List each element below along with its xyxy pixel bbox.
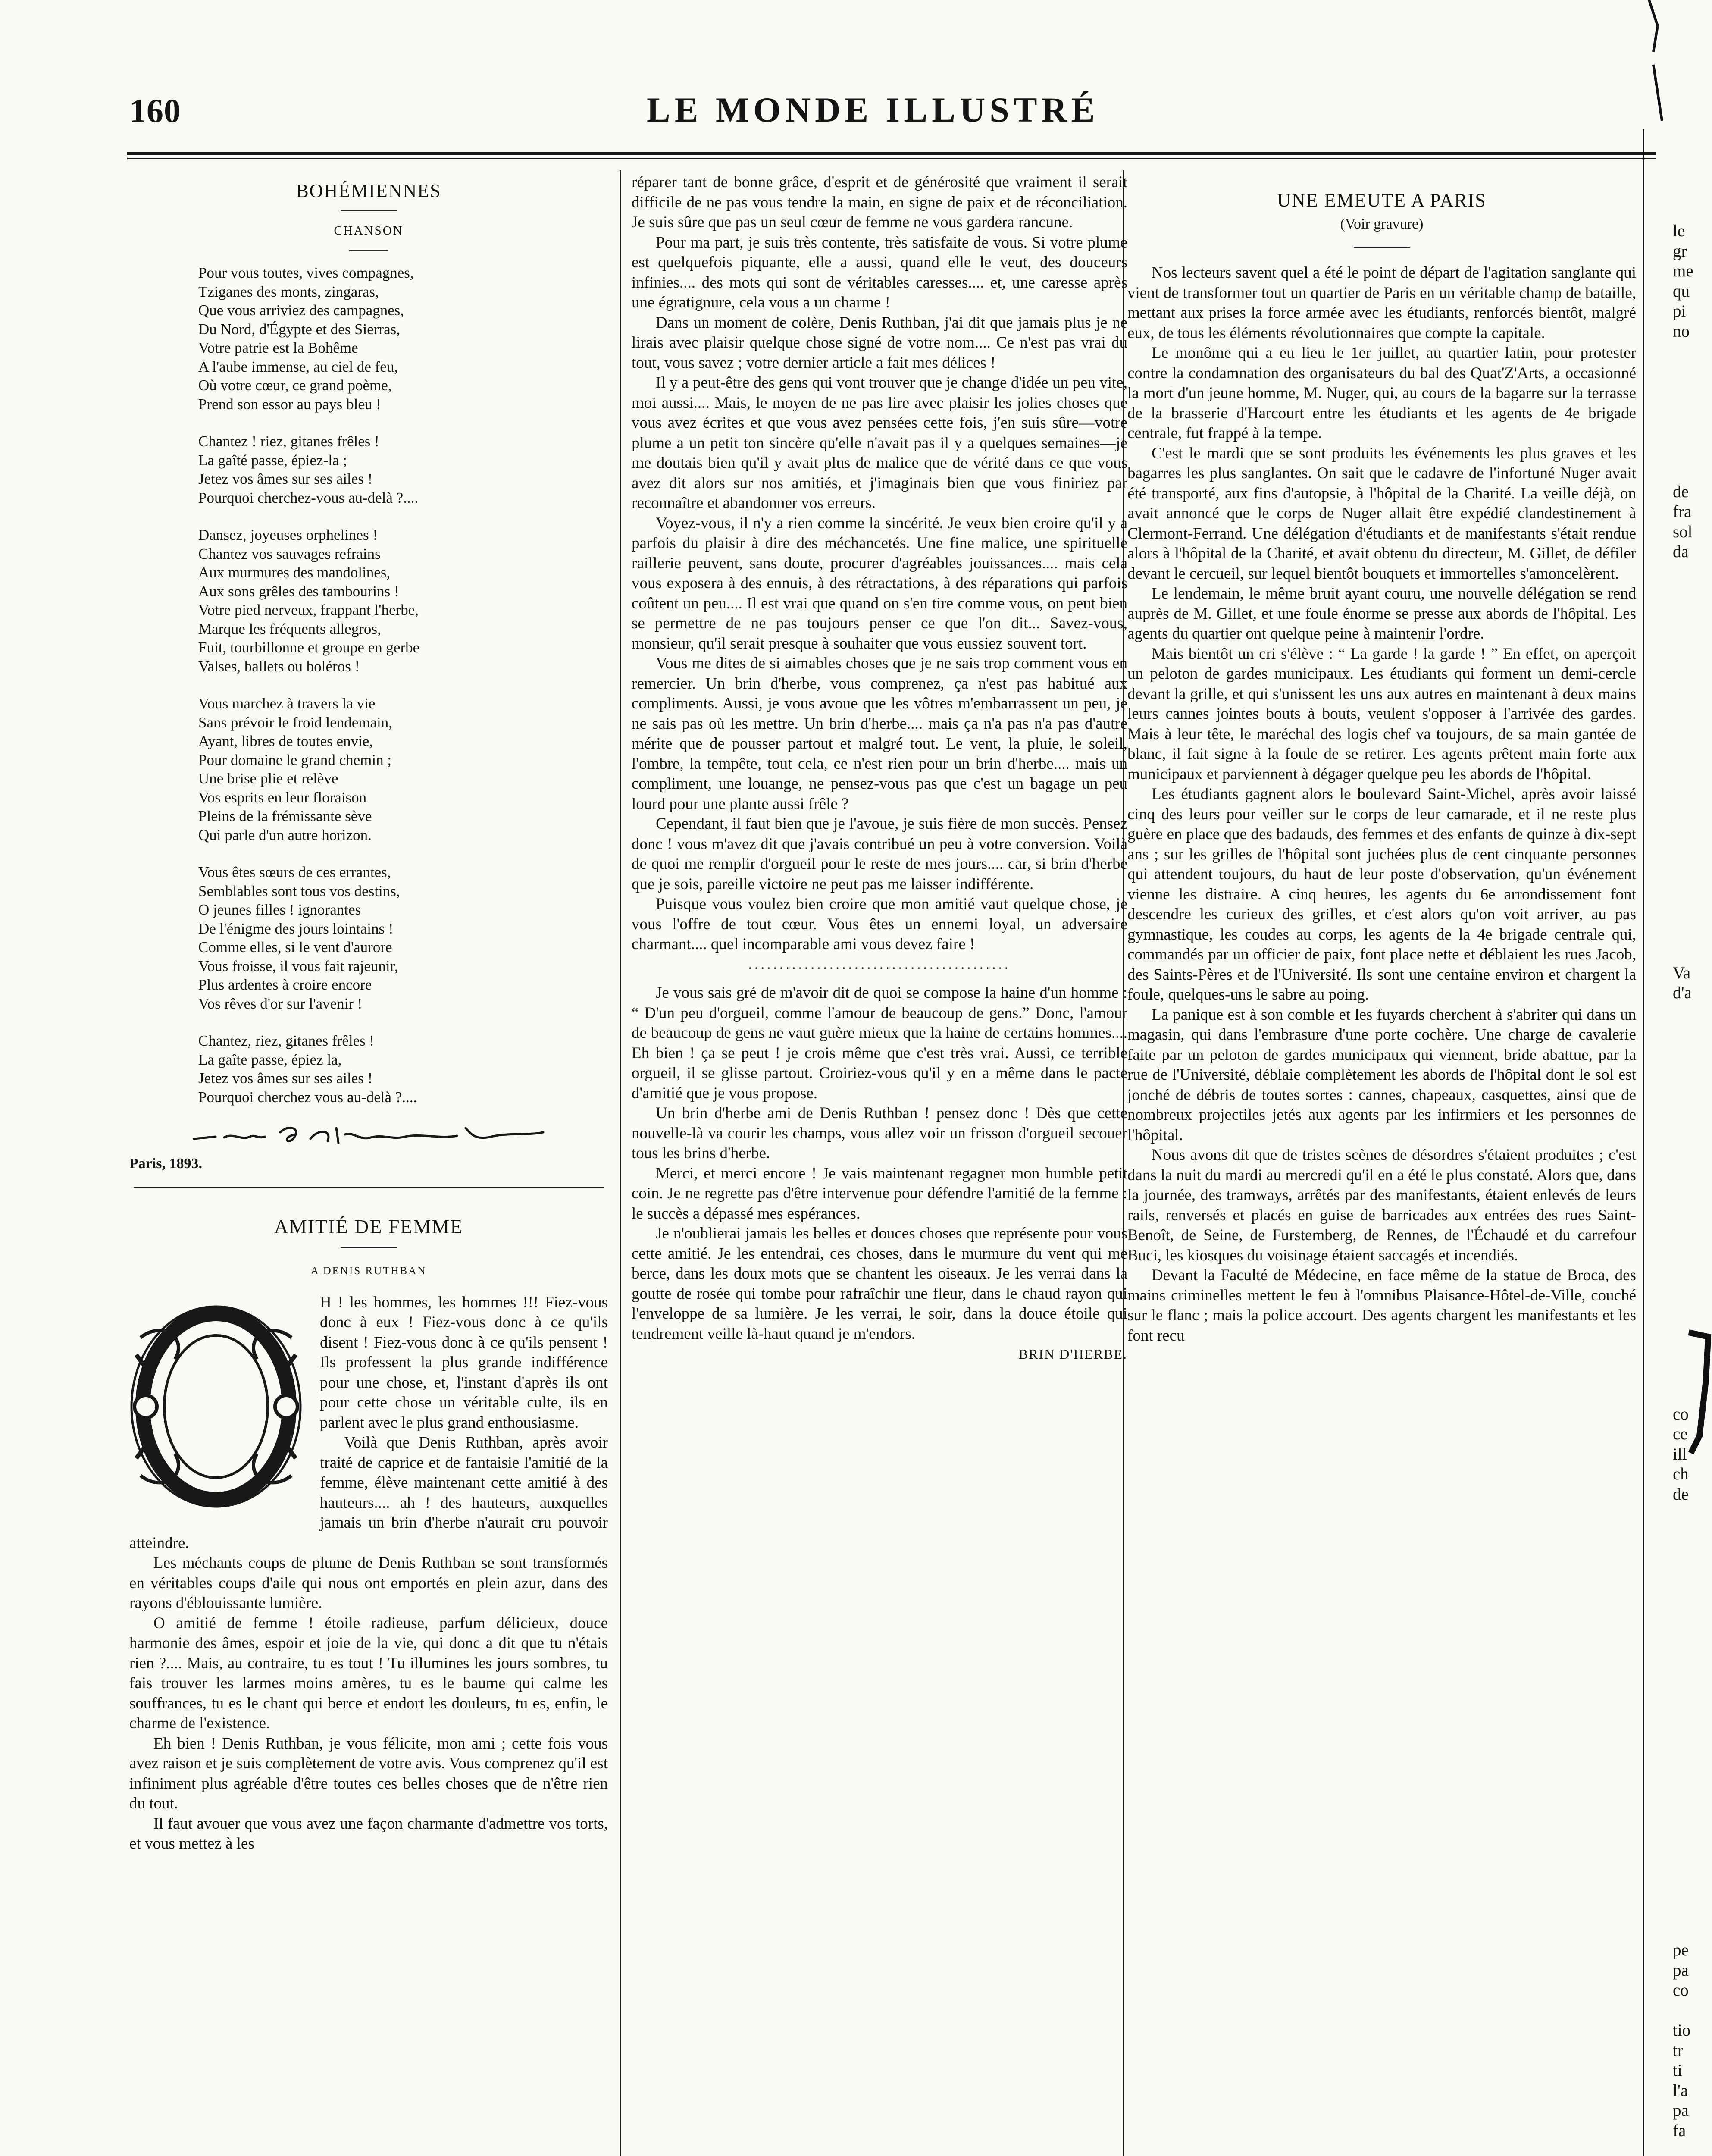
title-rule (341, 210, 397, 211)
fragment-line (1673, 1324, 1712, 1344)
fragment-line (1673, 1344, 1712, 1364)
essay-paragraph: réparer tant de bonne grâce, d'esprit et de générosité que vraiment il serait difficile de ne pas vous tendre la main, en signe de paix et de réconciliation. Je suis sûre que pas un seul cœur de femme ne vous gardera rancune. (632, 173, 1127, 231)
fragment-line (1673, 803, 1712, 823)
column-middle (632, 172, 1127, 1364)
essay-paragraph: Il y a peut-être des gens qui vont trouver que je change d'idée un peu vite, moi aussi.... Mais, le moyen de ne pas lire avec plaisir les jolies choses que vous avez écrites et que vous avez pensées cette fois, j'en suis sûre—votre plume a un petit ton sincère qu'elle n'avait pas il y a quelques semaines—je me doutais bien qu'il y avait plus de malice que de vérité dans ce que vous avez dit alors sur nos amitiés, et j'imaginais bien que vous finiriez par reconnaître et abandonner vos erreurs. (632, 374, 1127, 512)
poem-line: Chantez, riez, gitanes frêles ! (198, 1032, 375, 1049)
header-rule-thick (127, 152, 1656, 155)
poem-stanza (198, 694, 608, 844)
fragment-line (1673, 1144, 1712, 1164)
poem-line: Valses, ballets ou boléros ! (198, 658, 360, 675)
poem-line: De l'énigme des jours lointains ! (198, 920, 394, 937)
fragment-line (1673, 1264, 1712, 1284)
fragment-line: pe (1673, 1941, 1689, 1959)
binding-mark-icon (1645, 0, 1671, 121)
fragment-line: sol (1673, 522, 1693, 541)
essay-paragraph: Pour ma part, je suis très contente, très satisfaite de vous. Si votre plume est quelquefois piquante, elle a aussi, quand elle le veut, des douceurs infinies.... des mots qui sont de véritables caresses.... et, une caresse après une égratignure, cela vous a un charme ! (632, 233, 1127, 311)
essay-paragraph: Les méchants coups de plume de Denis Ruthban se sont transformés en véritables coups d'aile qui nous ont emportés en plein azur, dans des rayons d'éblouissante lumière. (129, 1554, 608, 1612)
fragment-line (1673, 743, 1712, 763)
fragment-line (1673, 2001, 1712, 2021)
fragment-line: ch (1673, 1465, 1689, 1483)
fragment-line: co (1673, 1981, 1689, 1999)
fragment-line (1673, 1003, 1712, 1024)
essay-paragraph: Voilà que Denis Ruthban, après avoir traité de caprice et de fantaisie l'amitié de la femme, élève maintenant cette amitié à des hauteurs.... ah ! des hauteurs, auxquelles jamais un brin d'herbe n'aurait cru pouvoir atteindre. (129, 1434, 608, 1552)
poem-stanza (198, 263, 608, 414)
poem-line: Vous froisse, il vous fait rajeunir, (198, 957, 398, 975)
adjacent-page-fragment-lower (1673, 1940, 1712, 2141)
poem-line: Tziganes des monts, zingaras, (198, 283, 379, 300)
fragment-line (1673, 422, 1712, 442)
fragment-line: me (1673, 262, 1693, 280)
article-title-rule (1354, 247, 1410, 248)
fragment-line (1673, 362, 1712, 382)
poem-line: Vous êtes sœurs de ces errantes, (198, 864, 391, 881)
poem-line: Fuit, tourbillonne et groupe en gerbe (198, 639, 420, 656)
poem-line: Pourquoi cherchez-vous au-delà ?.... (198, 489, 419, 506)
fragment-line (1673, 1304, 1712, 1324)
fragment-line (1673, 562, 1712, 583)
fragment-line (1673, 382, 1712, 402)
article-paragraph: Devant la Faculté de Médecine, en face même de la statue de Broca, des mains criminelles mettent le feu à l'omnibus Plaisance-Hôtel-de-Ville, couché sur le flanc ; mais la police accourt. Des agents chargent les manifestants et les font recu (1127, 1266, 1636, 1344)
column-right (1127, 172, 1636, 1346)
poem-line: A l'aube immense, au ciel de feu, (198, 358, 398, 375)
poem-line: Votre pied nerveux, frappant l'herbe, (198, 602, 419, 618)
fragment-line: d'a (1673, 984, 1692, 1002)
poem-line: Votre patrie est la Bohême (198, 339, 358, 356)
essay-paragraph: O amitié de femme ! étoile radieuse, parfum délicieux, douce harmonie des âmes, espoir et joie de la vie, qui donc a dit que tu n'étais rien ?.... Mais, au contraire, tu es tout ! Tu illumines les jours sombres, tu fais trouver les larmes moins amères, tu es le baume qui calme les souffrances, tu es le chant qui berce et endort les douleurs, tu es, enfin, le charme de l'existence. (129, 1614, 608, 1732)
poem-subtitle: CHANSON (334, 223, 404, 238)
essay-signoff: BRIN D'HERBE. (1018, 1346, 1127, 1362)
header-rule-thin (127, 158, 1656, 159)
essay-paragraph: Dans un moment de colère, Denis Ruthban, j'ai dit que jamais plus je ne lirais avec plaisir quelque chose signé de votre nom.... Ce n'est pas vrai du tout, vous savez ; votre dernier article a fait mes délices ! (632, 313, 1127, 372)
fragment-line (1673, 1284, 1712, 1304)
fragment-line (1673, 883, 1712, 903)
poem-place-date: Paris, 1893. (129, 1156, 203, 1172)
essay-paragraph: Je n'oublierai jamais les belles et douces choses que représente pour vous cette amitié. Je les entendrai, ces choses, dans le murmure du vent qui me berce, dans les doux mots que se chantent les oiseaux. Je les verrai dans la goutte de rosée qui tombe pour rafraîchir une fleur, dans le chaud rayon qui l'enveloppe de sa lumière. Je les verrai, le soir, dans la douce étoile qui tendrement veille là-haut quand je m'endors. (632, 1225, 1127, 1343)
poem-line: Jetez vos âmes sur ses ailes ! (198, 1070, 373, 1087)
fragment-line (1673, 863, 1712, 883)
article-paragraph: Nos lecteurs savent quel a été le point de départ de l'agitation sanglante qui vient de transformer tout un quartier de Paris en un véritable champ de bataille, mettant aux prises la force armée avec les étudiants, renforcés bientôt, malgré eux, de tous les éléments révolutionnaires que compte la capitale. (1127, 264, 1636, 342)
poem-stanza (198, 1031, 608, 1106)
fragment-line (1673, 662, 1712, 683)
poem-line: Pour vous toutes, vives compagnes, (198, 264, 414, 281)
poem-line: Comme elles, si le vent d'aurore (198, 939, 392, 956)
poem-line: Ayant, libres de toutes envie, (198, 733, 373, 749)
fragment-line (1673, 783, 1712, 803)
fragment-line (1673, 1084, 1712, 1104)
essay-paragraph: Merci, et merci encore ! Je vais maintenant regagner mon humble petit coin. Je ne regrette pas d'être intervenue pour défendre l'amitié de la femme : le succès a dépassé mes espérances. (632, 1164, 1127, 1222)
article-paragraph: La panique est à son comble et les fuyards cherchent à s'abriter qui dans un magasin, qui dans l'embrasure d'une porte cochère. Une charge de cavalerie faite par un peloton de gardes municipaux qui viennent, bride abattue, par la rue de l'Université, déblaie complètement les abords de l'hôpital dont le sol est jonché de débris de toutes sortes : cannes, chapeaux, casquettes, ainsi que de nombreux projectiles jetés aux agents par les infirmiers et les personnes de l'hôpital. (1127, 1006, 1636, 1144)
poem-line: Dansez, joyeuses orphelines ! (198, 526, 378, 543)
poem-line: Plus ardentes à croire encore (198, 976, 372, 993)
fragment-line (1673, 903, 1712, 923)
adjacent-page-edge (1643, 129, 1644, 2156)
fragment-line (1673, 823, 1712, 843)
fragment-line: ill (1673, 1445, 1687, 1463)
article-subtitle: (Voir gravure) (1340, 216, 1424, 232)
fragment-line: co (1673, 1404, 1689, 1423)
fragment-line (1673, 622, 1712, 642)
poem-line: Une brise plie et relève (198, 770, 338, 787)
essay-paragraph: Voyez-vous, il n'y a rien comme la sincérité. Je veux bien croire qu'il y a parfois du plaisir à dire des méchancetés. Une fine malice, une spirituelle raillerie peuvent, sans doute, procurer d'agréables jouissances.... mais cela vous exposera à des ennuis, à des rétractations, à des réparations qui parfois coûtent un peu.... Il est vrai que quand on s'en tire comme vous, on peut bien se permettre de ne pas toujours penser ce que l'on dit... Savez-vous, monsieur, qu'il serait presque à souhaiter que vous eussiez souvent tort. (632, 514, 1127, 652)
essay-dedication: A DENIS RUTHBAN (310, 1265, 427, 1277)
fragment-line: Va (1673, 963, 1691, 982)
article-paragraph: C'est le mardi que se sont produits les événements les plus graves et les bagarres les plus sanglantes. On sait que le cadavre de l'infortuné Nuger avait été transporté, aux fins d'autopsie, à l'hôpital de la Charité. La veille déjà, on avait annoncé que le corps de Nuger allait être expédié clandestinement à Clermont-Ferrand. Une délégation d'étudiants et de manifestants s'était rendue alors à l'hôpital de la Charité, et avait obtenu du directeur, M. Gillet, de défiler devant le cercueil, sur lequel bientôt bouquets et immortelles s'amoncelèrent. (1127, 444, 1636, 583)
fragment-line: tio (1673, 2021, 1691, 2040)
article-paragraph: Nous avons dit que de tristes scènes de désordres s'étaient produites ; c'est dans la nuit du mardi au mercredi qu'il en a été le plus constaté. Alors que, dans la journée, des tramways, arrêtés par des manifestants, étaient enlevés de leurs rails, renversés et placés en guise de barricades aux entrées des rues Saint-Benoît, de Seine, de Furstemberg, de Rennes, de l'Échaudé et du carrefour Buci, les kiosques du voisinage étaient saccagés et incendiés. (1127, 1146, 1636, 1264)
essay-paragraph: Vous me dites de si aimables choses que je ne sais trop comment vous en remercier. Un brin d'herbe, vous comprenez, ça n'est pas habitué aux compliments. Aussi, je vous avoue que les vôtres m'embarrassent un peu, je ne sais pas où les mettre. Un brin d'herbe.... mais ça n'a pas n'a pas d'autre mérite que de pousser partout et malgré tout. Le vent, la pluie, le soleil, l'ombre, la tempête, tout cela, ce n'est rien pour un brin d'herbe.... mais un compliment, une louange, ne pensez-vous pas que c'est un bagage un peu lourd pour une plante aussi frêle ? (632, 655, 1127, 813)
fragment-line: pa (1673, 1961, 1689, 1980)
essay-paragraph: Il faut avouer que vous avez une façon charmante d'admettre vos torts, et vous mettez à les (129, 1814, 608, 1852)
fragment-line (1673, 1164, 1712, 1184)
poem-stanza (198, 432, 608, 507)
fragment-line (1673, 1063, 1712, 1084)
poem-stanza (198, 526, 608, 676)
column-divider-left (620, 170, 621, 2156)
poem-line: Qui parle d'un autre horizon. (198, 826, 372, 843)
poem-line: O jeunes filles ! ignorantes (198, 901, 361, 918)
poem-stanza (198, 863, 608, 1013)
poem-line: Chantez vos sauvages refrains (198, 545, 381, 562)
poem (129, 263, 608, 1106)
fragment-line (1673, 442, 1712, 462)
fragment-line: le (1673, 222, 1685, 240)
fragment-line: da (1673, 542, 1689, 561)
fragment-line (1673, 1124, 1712, 1144)
fragment-line: tr (1673, 2041, 1683, 2060)
poem-line: Vos esprits en leur floraison (198, 789, 367, 806)
fragment-line: pi (1673, 302, 1686, 320)
article-paragraph: Mais bientôt un cri s'élève : “ La garde ! la garde ! ” En effet, on aperçoit un peloton de gardes municipaux. Les étudiants qui forment un demi-cercle devant la grille, et qui s'unissent les uns aux autres en maintenant à deux mains leurs cannes jointes bouts à bouts, veulent s'opposer à l'arrivée des gardes. Mais à leur tête, le maréchal des logis chef va toujours, de sa main gantée de blanc, il fait signe à la foule de se retirer. Les agents prêtent main forte aux municipaux et parviennent à dégager quelque peu les abords de l'hôpital. (1127, 645, 1636, 783)
fragment-line (1673, 723, 1712, 743)
poem-line: Chantez ! riez, gitanes frêles ! (198, 433, 379, 450)
fragment-line: de (1673, 482, 1689, 501)
fragment-line (1673, 1023, 1712, 1044)
author-signature (190, 1115, 578, 1154)
fragment-line: gr (1673, 241, 1687, 260)
fragment-line: fra (1673, 502, 1692, 521)
fragment-line (1673, 201, 1712, 222)
poem-line: Pleins de la frémissante sève (198, 808, 372, 824)
fragment-line (1673, 1364, 1712, 1385)
fragment-line (1673, 181, 1712, 201)
fragment-line (1673, 1103, 1712, 1124)
page-number: 160 (129, 92, 181, 129)
fragment-line (1673, 763, 1712, 783)
fragment-line (1673, 1384, 1712, 1404)
dotted-separator: .......................................... (748, 956, 1011, 972)
fragment-line: qu (1673, 282, 1690, 301)
fragment-line (1673, 642, 1712, 663)
poem-line: Marque les fréquents allegros, (198, 620, 381, 637)
poem-line: Sans prévoir le froid lendemain, (198, 714, 393, 731)
poem-line: Où votre cœur, ce grand poème, (198, 377, 392, 394)
essay-paragraph: Puisque vous voulez bien croire que mon amitié vaut quelque chose, je vous l'offre de tout cœur. Vous êtes un ennemi loyal, un adversaire charmant.... quel incomparable ami vous devez faire ! (632, 895, 1127, 953)
fragment-line (1673, 943, 1712, 963)
fragment-line (1673, 462, 1712, 482)
essay-paragraph: Je vous sais gré de m'avoir dit de quoi se compose la haine d'un homme : “ D'un peu d'orgueil, comme l'amour de beaucoup de gens.” Donc, l'amour de beaucoup de gens ne vaut guère mieux que la haine de certains hommes.... Eh bien ! ça se peut ! je crois même que c'est très vrai. Aussi, ce terrible orgueil, il se glisse partout. Croiriez-vous qu'il y en a même dans le pacte d'amitié que je vous propose. (632, 984, 1127, 1102)
fragment-line (1673, 843, 1712, 863)
essay-title-rule (341, 1247, 397, 1248)
poem-line: Jetez vos âmes sur ses ailes ! (198, 470, 373, 487)
poem-line: Pour domaine le grand chemin ; (198, 751, 392, 768)
drop-cap (123, 1293, 313, 1517)
essay-paragraph: H ! les hommes, les hommes !!! Fiez-vous donc à eux ! Fiez-vous donc à ce qu'ils disent ! Fiez-vous donc à ce qu'ils pensent ! Ils professent la plus grande indifférence pour une chose, et, l'instant d'après ils ont pour cette chose un véritable culte, ils en parlent avec le plus grand enthousiasme. (320, 1293, 608, 1432)
fragment-line: fa (1673, 2121, 1686, 2140)
fragment-line (1673, 683, 1712, 703)
essay-paragraph: Un brin d'herbe ami de Denis Ruthban ! pensez donc ! Dès que cette nouvelle-là va courir les champs, vous allez voir un frisson d'orgueil secouer tous les brins d'herbe. (632, 1104, 1127, 1162)
essay-paragraph: Cependant, il faut bien que je l'avoue, je suis fière de mon succès. Pensez donc ! vous m'avez dit que j'avais contribué un peu à votre conversion. Voilà de quoi me remplir d'orgueil pour le reste de mes jours.... car, si brin d'herbe que je sois, pareille victoire ne peut pas me laisser indifférente. (632, 815, 1127, 893)
fragment-line: l'a (1673, 2081, 1688, 2100)
fragment-line (1673, 342, 1712, 362)
fragment-line: no (1673, 322, 1690, 341)
section-rule (134, 1187, 604, 1188)
fragment-line: ce (1673, 1425, 1688, 1443)
masthead-title: LE MONDE ILLUSTRÉ (647, 90, 1099, 129)
poem-line: Vos rêves d'or sur l'avenir ! (198, 995, 363, 1012)
poem-line: Aux sons grêles des tambourins ! (198, 583, 399, 600)
poem-line: Semblables sont tous vos destins, (198, 882, 400, 899)
essay-paragraph: Eh bien ! Denis Ruthban, je vous félicite, mon ami ; cette fois vous avez raison et je suis complètement de votre avis. Vous comprenez qu'il est infiniment plus agréable d'être toutes ces belles choses que de n'être rien du tout. (129, 1734, 608, 1812)
fragment-line (1673, 1184, 1712, 1204)
essay-title: AMITIÉ DE FEMME (274, 1215, 463, 1238)
poem-line: La gaîté passe, épiez-la ; (198, 451, 347, 469)
poem-line: Vous marchez à travers la vie (198, 695, 376, 712)
article-paragraph: Le lendemain, le même bruit ayant couru, une nouvelle délégation se rend auprès de M. Gillet, et une foule énorme se presse aux abords de l'hôpital. Les agents du quartier ont quelque peine à maintenir l'ordre. (1127, 585, 1636, 642)
article-paragraph: Les étudiants gagnent alors le boulevard Saint-Michel, après avoir laissé cinq des leurs pour veiller sur le corps de leur camarade, et il ne reste plus guère en place que des badauds, des femmes et des enfants de quinze à dix-sept ans ; sur les grilles de l'hôpital sont juchées plus de cent cinquante personnes qui attendent toujours, du haut de leur poste d'observation, qu'un événement vienne les distraire. A cinq heures, les agents du 6e arrondissement font descendre les curieux des grilles, et c'est alors qu'on voit arriver, au pas gymnastique, les coudes au corps, les agents de la 4e brigade centrale qui, commandés par un officier de paix, font place nette et déblaient les rues Jacob, des Saints-Pères et de l'Université. Ils sont une centaine environ et chargent la foule, quelques-uns le sabre au poing. (1127, 785, 1636, 1003)
poem-line: Prend son essor au pays bleu ! (198, 395, 381, 413)
poem-line: Que vous arriviez des campagnes, (198, 302, 404, 319)
column-left (129, 172, 608, 1854)
fragment-line (1673, 1044, 1712, 1064)
fragment-line (1673, 1224, 1712, 1244)
subtitle-rule (349, 250, 388, 251)
fragment-line (1673, 402, 1712, 422)
fragment-line (1673, 1244, 1712, 1264)
poem-line: Pourquoi cherchez vous au-delà ?.... (198, 1088, 417, 1106)
fragment-line (1673, 602, 1712, 623)
fragment-line (1673, 702, 1712, 723)
poem-line: Du Nord, d'Égypte et des Sierras, (198, 320, 401, 338)
fragment-line: de (1673, 1485, 1689, 1504)
article-title: UNE EMEUTE A PARIS (1277, 190, 1487, 211)
fragment-line (1673, 1204, 1712, 1224)
poem-line: La gaîte passe, épiez la, (198, 1051, 342, 1068)
poem-title: BOHÉMIENNES (296, 180, 441, 201)
fragment-line: ti (1673, 2061, 1682, 2080)
poem-line: Aux murmures des mandolines, (198, 564, 391, 581)
article-paragraph: Le monôme qui a eu lieu le 1er juillet, au quartier latin, pour protester contre la condamnation des organisateurs du bal des Quat'Z'Arts, a occasionné la mort d'un jeune homme, M. Nuger, qui, au cours de la bagarre sur la terrasse de la brasserie d'Harcourt entre les étudiants et les agents de 4e brigade centrale, fut frappé à la tempe. (1127, 344, 1636, 442)
fragment-line: pa (1673, 2101, 1689, 2120)
ornamental-letter-o-icon (123, 1303, 309, 1510)
fragment-line (1673, 923, 1712, 943)
fragment-line (1673, 582, 1712, 602)
adjacent-page-fragment (1673, 181, 1712, 1504)
